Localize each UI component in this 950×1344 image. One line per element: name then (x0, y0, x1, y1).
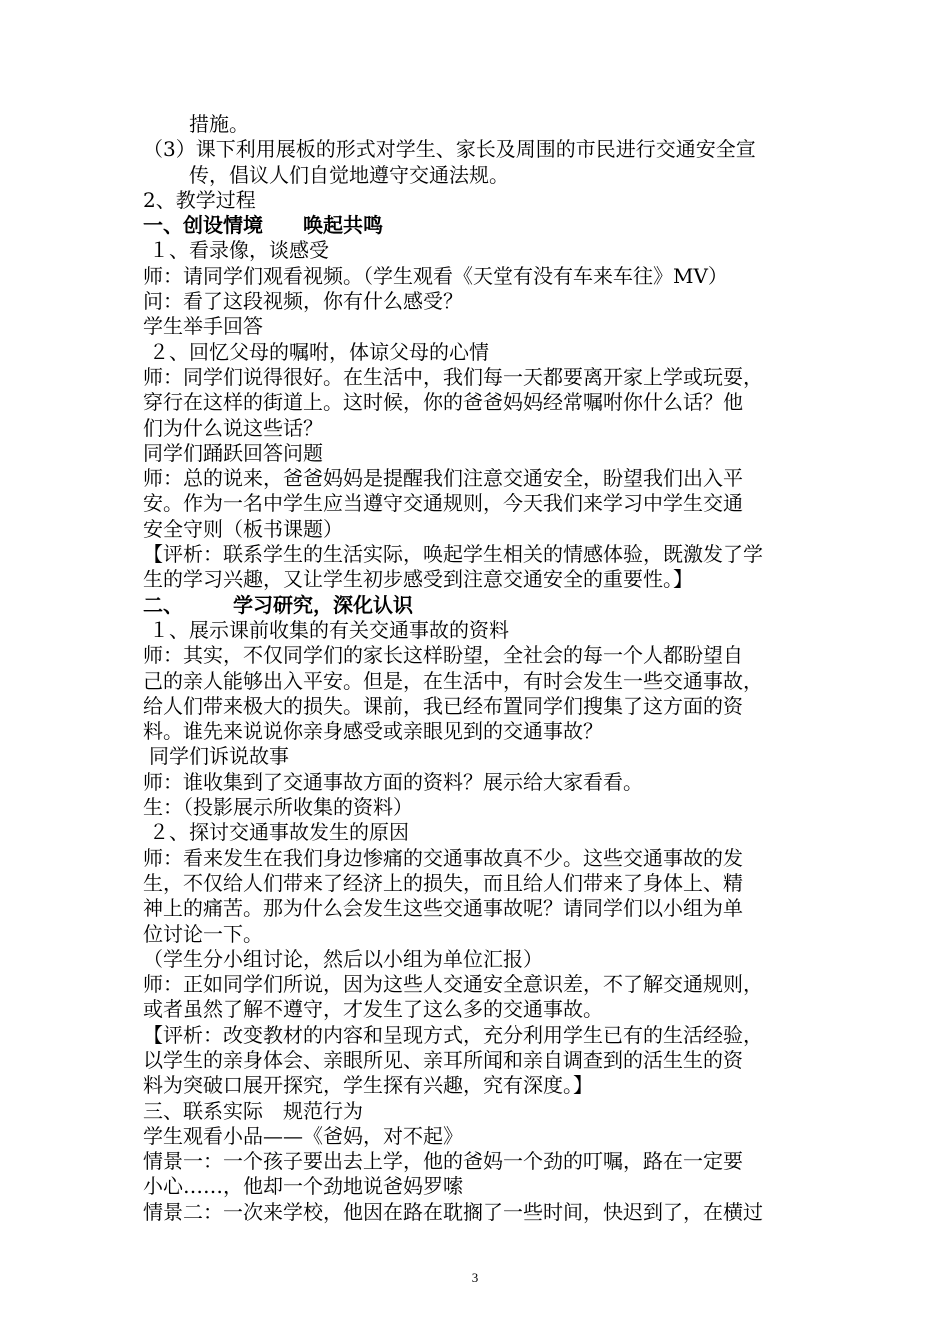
text-line: 生，不仅给人们带来了经济上的损失，而且给人们带来了身体上、精 (143, 870, 743, 895)
text-line: 师：谁收集到了交通事故方面的资料？展示给大家看看。 (143, 769, 643, 794)
text-line: 措施。 (189, 112, 249, 136)
text-line: 小心……，他却一个劲地说爸妈罗嗦 (143, 1174, 463, 1199)
section-heading: 一、创设情境 唤起共鸣 (143, 213, 383, 238)
text-line: 己的亲人能够出入平安。但是，在生活中，有时会发生一些交通事故， (143, 668, 763, 693)
text-line: 学生举手回答 (143, 314, 263, 339)
comment-line: 料为突破口展开探究，学生探有兴趣，究有深度。】 (143, 1073, 593, 1098)
text-line: 穿行在这样的街道上。这时候，你的爸爸妈妈经常嘱咐你什么话？他 (143, 390, 743, 415)
text-line: 位讨论一下。 (143, 921, 263, 946)
section-heading: 三、联系实际 规范行为 (143, 1098, 363, 1123)
text-line: 问：看了这段视频，你有什么感受？ (143, 289, 463, 314)
text-line: 情景一：一个孩子要出去上学，他的爸妈一个劲的叮嘱，路在一定要 (143, 1149, 743, 1174)
text-line: 安全守则（板书课题） (143, 516, 343, 541)
text-line: 神上的痛苦。那为什么会发生这些交通事故呢？请同学们以小组为单 (143, 896, 743, 921)
text-line: 同学们诉说故事 (149, 744, 289, 769)
text-line: （学生分小组讨论，然后以小组为单位汇报） (143, 946, 543, 971)
text-line: （3）课下利用展板的形式对学生、家长及周围的市民进行交通安全宣 (143, 137, 756, 162)
comment-line: 【评析：改变教材的内容和呈现方式，充分利用学生已有的生活经验， (143, 1022, 763, 1047)
text-line: 生：（投影展示所收集的资料） (143, 795, 413, 820)
section-heading: 二、 学习研究，深化认识 (143, 592, 413, 617)
text-line: 师：总的说来，爸爸妈妈是提醒我们注意交通安全，盼望我们出入平 (143, 466, 743, 491)
comment-line: 【评析：联系学生的生活实际，唤起学生相关的情感体验，既激发了学 (143, 542, 763, 567)
text-line: 料。谁先来说说你亲身感受或亲眼见到的交通事故？ (143, 719, 603, 744)
text-line: 师：同学们说得很好。在生活中，我们每一天都要离开家上学或玩耍， (143, 364, 763, 389)
subsection-heading: ２、探讨交通事故发生的原因 (149, 820, 409, 845)
page-number: 3 (471, 1270, 479, 1285)
text-line: 学生观看小品——《爸妈，对不起》 (143, 1123, 463, 1148)
text-line: 2、教学过程 (143, 187, 256, 212)
comment-line: 生的学习兴趣，又让学生初步感受到注意交通安全的重要性。】 (143, 567, 693, 592)
text-line: 安。作为一名中学生应当遵守交通规则，今天我们来学习中学生交通 (143, 491, 743, 516)
document-body (143, 112, 813, 1225)
text-line: 传，倡议人们自觉地遵守交通法规。 (189, 162, 509, 187)
text-line: 们为什么说这些话？ (143, 415, 323, 440)
subsection-heading: ２、回忆父母的嘱咐，体谅父母的心情 (149, 339, 489, 364)
subsection-heading: １、展示课前收集的有关交通事故的资料 (149, 617, 509, 642)
text-line: 师：其实，不仅同学们的家长这样盼望，全社会的每一个人都盼望自 (143, 643, 743, 668)
text-line: 或者虽然了解不遵守，才发生了这么多的交通事故。 (143, 997, 603, 1022)
text-line: 同学们踊跃回答问题 (143, 440, 323, 465)
text-line: 师：正如同学们所说，因为这些人交通安全意识差，不了解交通规则， (143, 972, 763, 997)
text-line: 情景二：一次来学校，他因在路在耽搁了一些时间，快迟到了，在横过 (143, 1199, 763, 1224)
text-line: 师：请同学们观看视频。（学生观看《天堂有没有车来车往》MV） (143, 263, 728, 288)
comment-line: 以学生的亲身体会、亲眼所见、亲耳所闻和亲自调查到的活生生的资 (143, 1047, 743, 1072)
text-line: 给人们带来极大的损失。课前，我已经布置同学们搜集了这方面的资 (143, 693, 743, 718)
subsection-heading: １、看录像，谈感受 (149, 238, 329, 263)
text-line: 师：看来发生在我们身边惨痛的交通事故真不少。这些交通事故的发 (143, 845, 743, 870)
